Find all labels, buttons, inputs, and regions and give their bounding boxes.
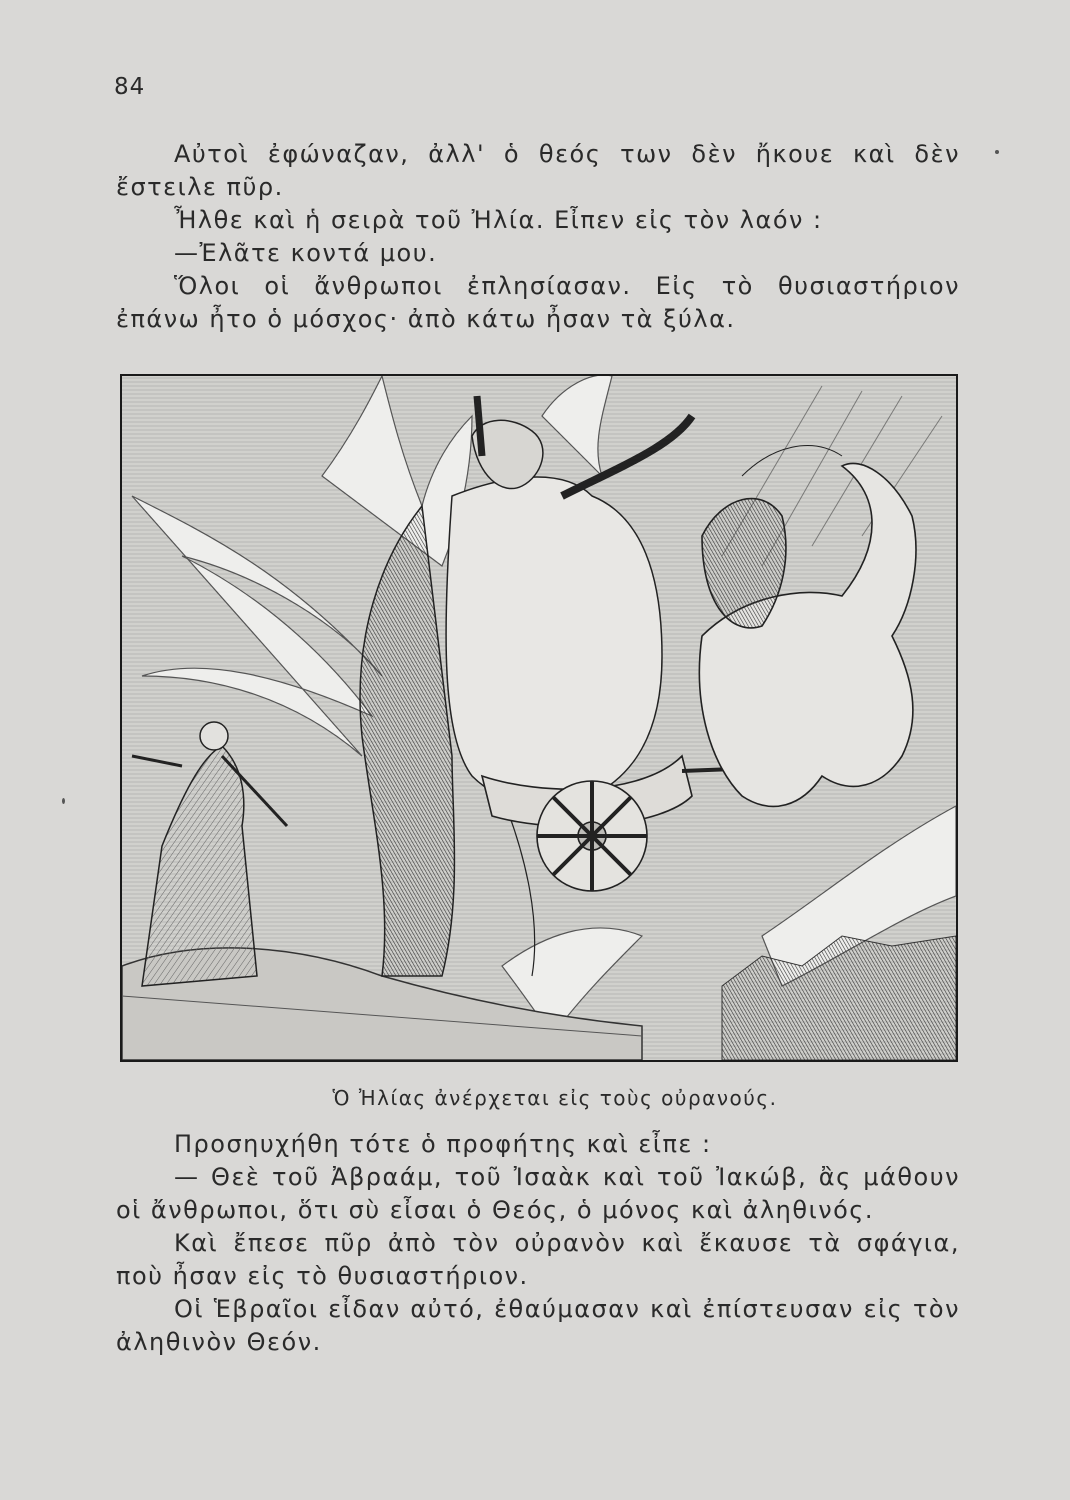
elijah-chariot-engraving: [122, 376, 956, 1060]
dialogue-line: — Θεὲ τοῦ Ἀβραάμ, τοῦ Ἰσαὰκ καὶ τοῦ Ἰακώβ, ἂς μάθουν οἱ ἄνθρωποι, ὅτι σὺ εἶσαι ὁ Θεός, ὁ μόνος καὶ ἀληθινός.: [116, 1163, 960, 1224]
top-text-block: [116, 138, 960, 336]
engraving-illustration: [120, 374, 958, 1062]
paragraph: Οἱ Ἑβραῖοι εἶδαν αὐτό, ἐθαύμασαν καὶ ἐπίστευσαν εἰς τὸν ἀληθινὸν Θεόν.: [116, 1295, 960, 1356]
paper-speck: [995, 150, 999, 154]
paragraph: Ὅλοι οἱ ἄνθρωποι ἐπλησίασαν. Εἰς τὸ θυσιαστήριον ἐπάνω ἦτο ὁ μόσχος· ἀπὸ κάτω ἦσαν τὰ ξύλα.: [116, 272, 960, 333]
dialogue-line: —Ἐλᾶτε κοντά μου.: [174, 239, 438, 267]
paragraph: Καὶ ἔπεσε πῦρ ἀπὸ τὸν οὐρανὸν καὶ ἔκαυσε τὰ σφάγια, ποὺ ἦσαν εἰς τὸ θυσιαστήριον.: [116, 1229, 960, 1290]
paper-speck: [62, 798, 65, 804]
paragraph: Αὐτοὶ ἐφώναζαν, ἀλλ' ὁ θεός των δὲν ἤκουε καὶ δὲν ἔστειλε πῦρ.: [116, 140, 960, 201]
page-number: 84: [114, 74, 146, 100]
bottom-text-block: [116, 1128, 960, 1359]
paragraph: Ἦλθε καὶ ἡ σειρὰ τοῦ Ἠλία. Εἶπεν εἰς τὸν λαόν :: [174, 206, 823, 234]
paragraph: Προσηυχήθη τότε ὁ προφήτης καὶ εἶπε :: [174, 1130, 712, 1158]
illustration-caption: Ὁ Ἠλίας ἀνέρχεται εἰς τοὺς οὐρανούς.: [332, 1086, 778, 1110]
